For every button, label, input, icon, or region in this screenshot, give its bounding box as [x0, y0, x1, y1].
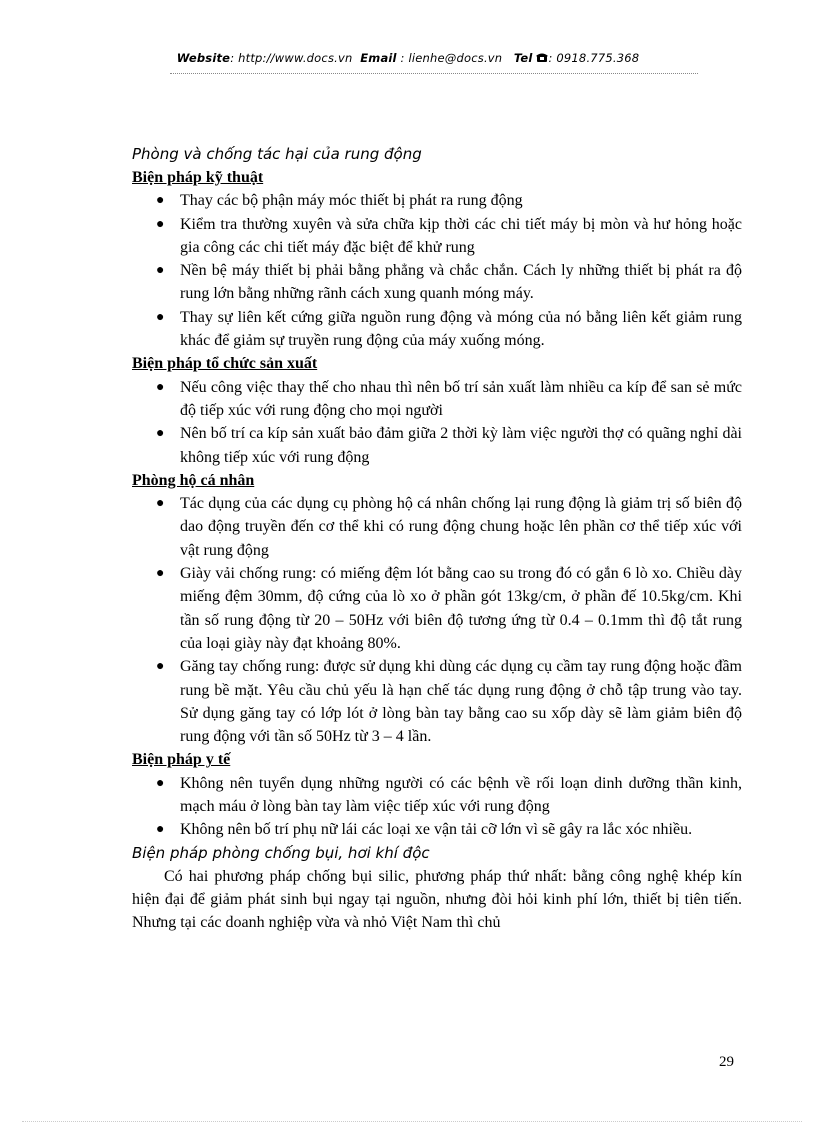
group-organization	[132, 352, 742, 468]
list-item	[132, 259, 742, 306]
bullet-icon: ●	[156, 775, 165, 791]
section-title: Phòng và chống tác hại của rung động	[132, 145, 422, 163]
list-item-text: Nếu công việc thay thế cho nhau thì nên bố trí sản xuất làm nhiều ca kíp để san sẻ mức độ tiếp xúc với rung động cho mọi người	[180, 378, 742, 419]
page-number: 29	[719, 1054, 734, 1070]
list-item-text: Tác dụng của các dụng cụ phòng hộ cá nhân chống lại rung động là giảm trị số biên độ dao động truyền đến cơ thể khi có rung động chung hoặc lên phần cơ thể tiếp xúc với vật rung động	[180, 495, 742, 559]
tel-label: Tel	[513, 51, 533, 65]
list-item	[132, 492, 742, 562]
section2-title: Biện pháp phòng chống bụi, hơi khí độc	[132, 843, 430, 862]
list-item-text: Găng tay chống rung: được sử dụng khi dùng các dụng cụ cầm tay rung động hoặc đầm rung bề mặt. Yêu cầu chủ yếu là hạn chế tác dụng rung động ở chỗ tập trung vào tay. Sử dụng găng tay có lớp lót ở lòng bàn tay bằng cao su xốp dày sẽ làm giảm biên độ rung động với tần số 50Hz từ 3 – 4 lần.	[180, 658, 742, 746]
list-item	[132, 655, 742, 748]
group-medical	[132, 748, 742, 841]
list-item-text: Nên bố trí ca kíp sản xuất bảo đảm giữa 2 thời kỳ làm việc người thợ có quãng nghỉ dài không tiếp xúc với rung động	[180, 425, 742, 466]
list-item-text: Không nên bố trí phụ nữ lái các loại xe vận tải cỡ lớn vì sẽ gây ra lắc xóc nhiều.	[180, 821, 693, 839]
list-item	[132, 213, 742, 260]
footer-divider	[22, 1121, 802, 1122]
bullet-icon: ●	[156, 496, 165, 512]
email-label: Email	[360, 51, 397, 65]
bullet-icon: ●	[156, 822, 165, 838]
list-item	[132, 772, 742, 819]
list-item	[132, 562, 742, 655]
group-heading: Phòng hộ cá nhân	[132, 471, 255, 489]
bullet-icon: ●	[156, 659, 165, 675]
list-item	[132, 306, 742, 353]
group-personal-protection	[132, 469, 742, 749]
list-item-text: Không nên tuyển dụng những người có các bệnh về rối loạn dinh dưỡng thần kinh, mạch máu ở lòng bàn tay làm việc tiếp xúc với rung động	[180, 774, 742, 816]
group-heading: Biện pháp kỹ thuật	[132, 169, 264, 186]
website-value: : http://www.docs.vn	[230, 51, 353, 65]
group-heading: Biện pháp y tế	[132, 751, 231, 769]
list-item	[132, 189, 742, 212]
main-content	[132, 143, 742, 935]
bullet-icon: ●	[156, 263, 165, 279]
bullet-icon: ●	[156, 193, 165, 209]
page-header	[0, 51, 816, 66]
bullet-icon: ●	[156, 309, 165, 325]
tel-value: : 0918.775.368	[548, 51, 640, 65]
list-item	[132, 818, 742, 841]
phone-icon	[536, 52, 548, 66]
list-item	[132, 422, 742, 469]
list-item-text: Giày vải chống rung: có miếng đệm lót bằng cao su trong đó có gắn 6 lò xo. Chiều dày miếng đệm 30mm, độ cứng của lò xo ở phần gót 13kg/cm, ở phần đế 10.5kg/cm. Khi tần số rung động từ 20 – 50Hz với biên độ tương ứng từ 0.4 – 0.1mm thì độ tắt rung của loại giày này đạt khoảng 80%.	[180, 565, 742, 652]
bullet-icon: ●	[156, 566, 165, 582]
list-item-text: Thay các bộ phận máy móc thiết bị phát ra rung động	[180, 192, 523, 210]
list-item-text: Thay sự liên kết cứng giữa nguồn rung động và móng của nó bằng liên kết giảm rung khác để giảm sự truyền rung động của máy xuống móng.	[180, 308, 742, 350]
bullet-icon: ●	[156, 379, 165, 395]
header-divider	[170, 73, 698, 74]
body-paragraph: Có hai phương pháp chống bụi silic, phương pháp thứ nhất: bằng công nghệ khép kín hiện đại để giảm phát sinh bụi ngay tại nguồn, nhưng đòi hỏi kinh phí lớn, thiết bị tiên tiến. Nhưng tại các doanh nghiệp vừa và nhỏ Việt Nam thì chủ	[132, 867, 742, 932]
list-item	[132, 376, 742, 423]
bullet-icon: ●	[156, 216, 165, 232]
bullet-icon: ●	[156, 426, 165, 442]
list-item-text: Kiểm tra thường xuyên và sửa chữa kịp thời các chi tiết máy bị mòn và hư hỏng hoặc gia công các chi tiết máy đặc biệt để khử rung	[180, 215, 742, 256]
website-label: Website	[176, 51, 231, 65]
group-heading: Biện pháp tổ chức sản xuất	[132, 355, 318, 373]
list-item-text: Nền bệ máy thiết bị phải bằng phẳng và chắc chắn. Cách ly những thiết bị phát ra độ rung lớn bằng những rãnh cách xung quanh móng máy.	[180, 262, 742, 303]
email-value: : lienhe@docs.vn	[400, 51, 503, 65]
group-technical	[132, 166, 742, 352]
